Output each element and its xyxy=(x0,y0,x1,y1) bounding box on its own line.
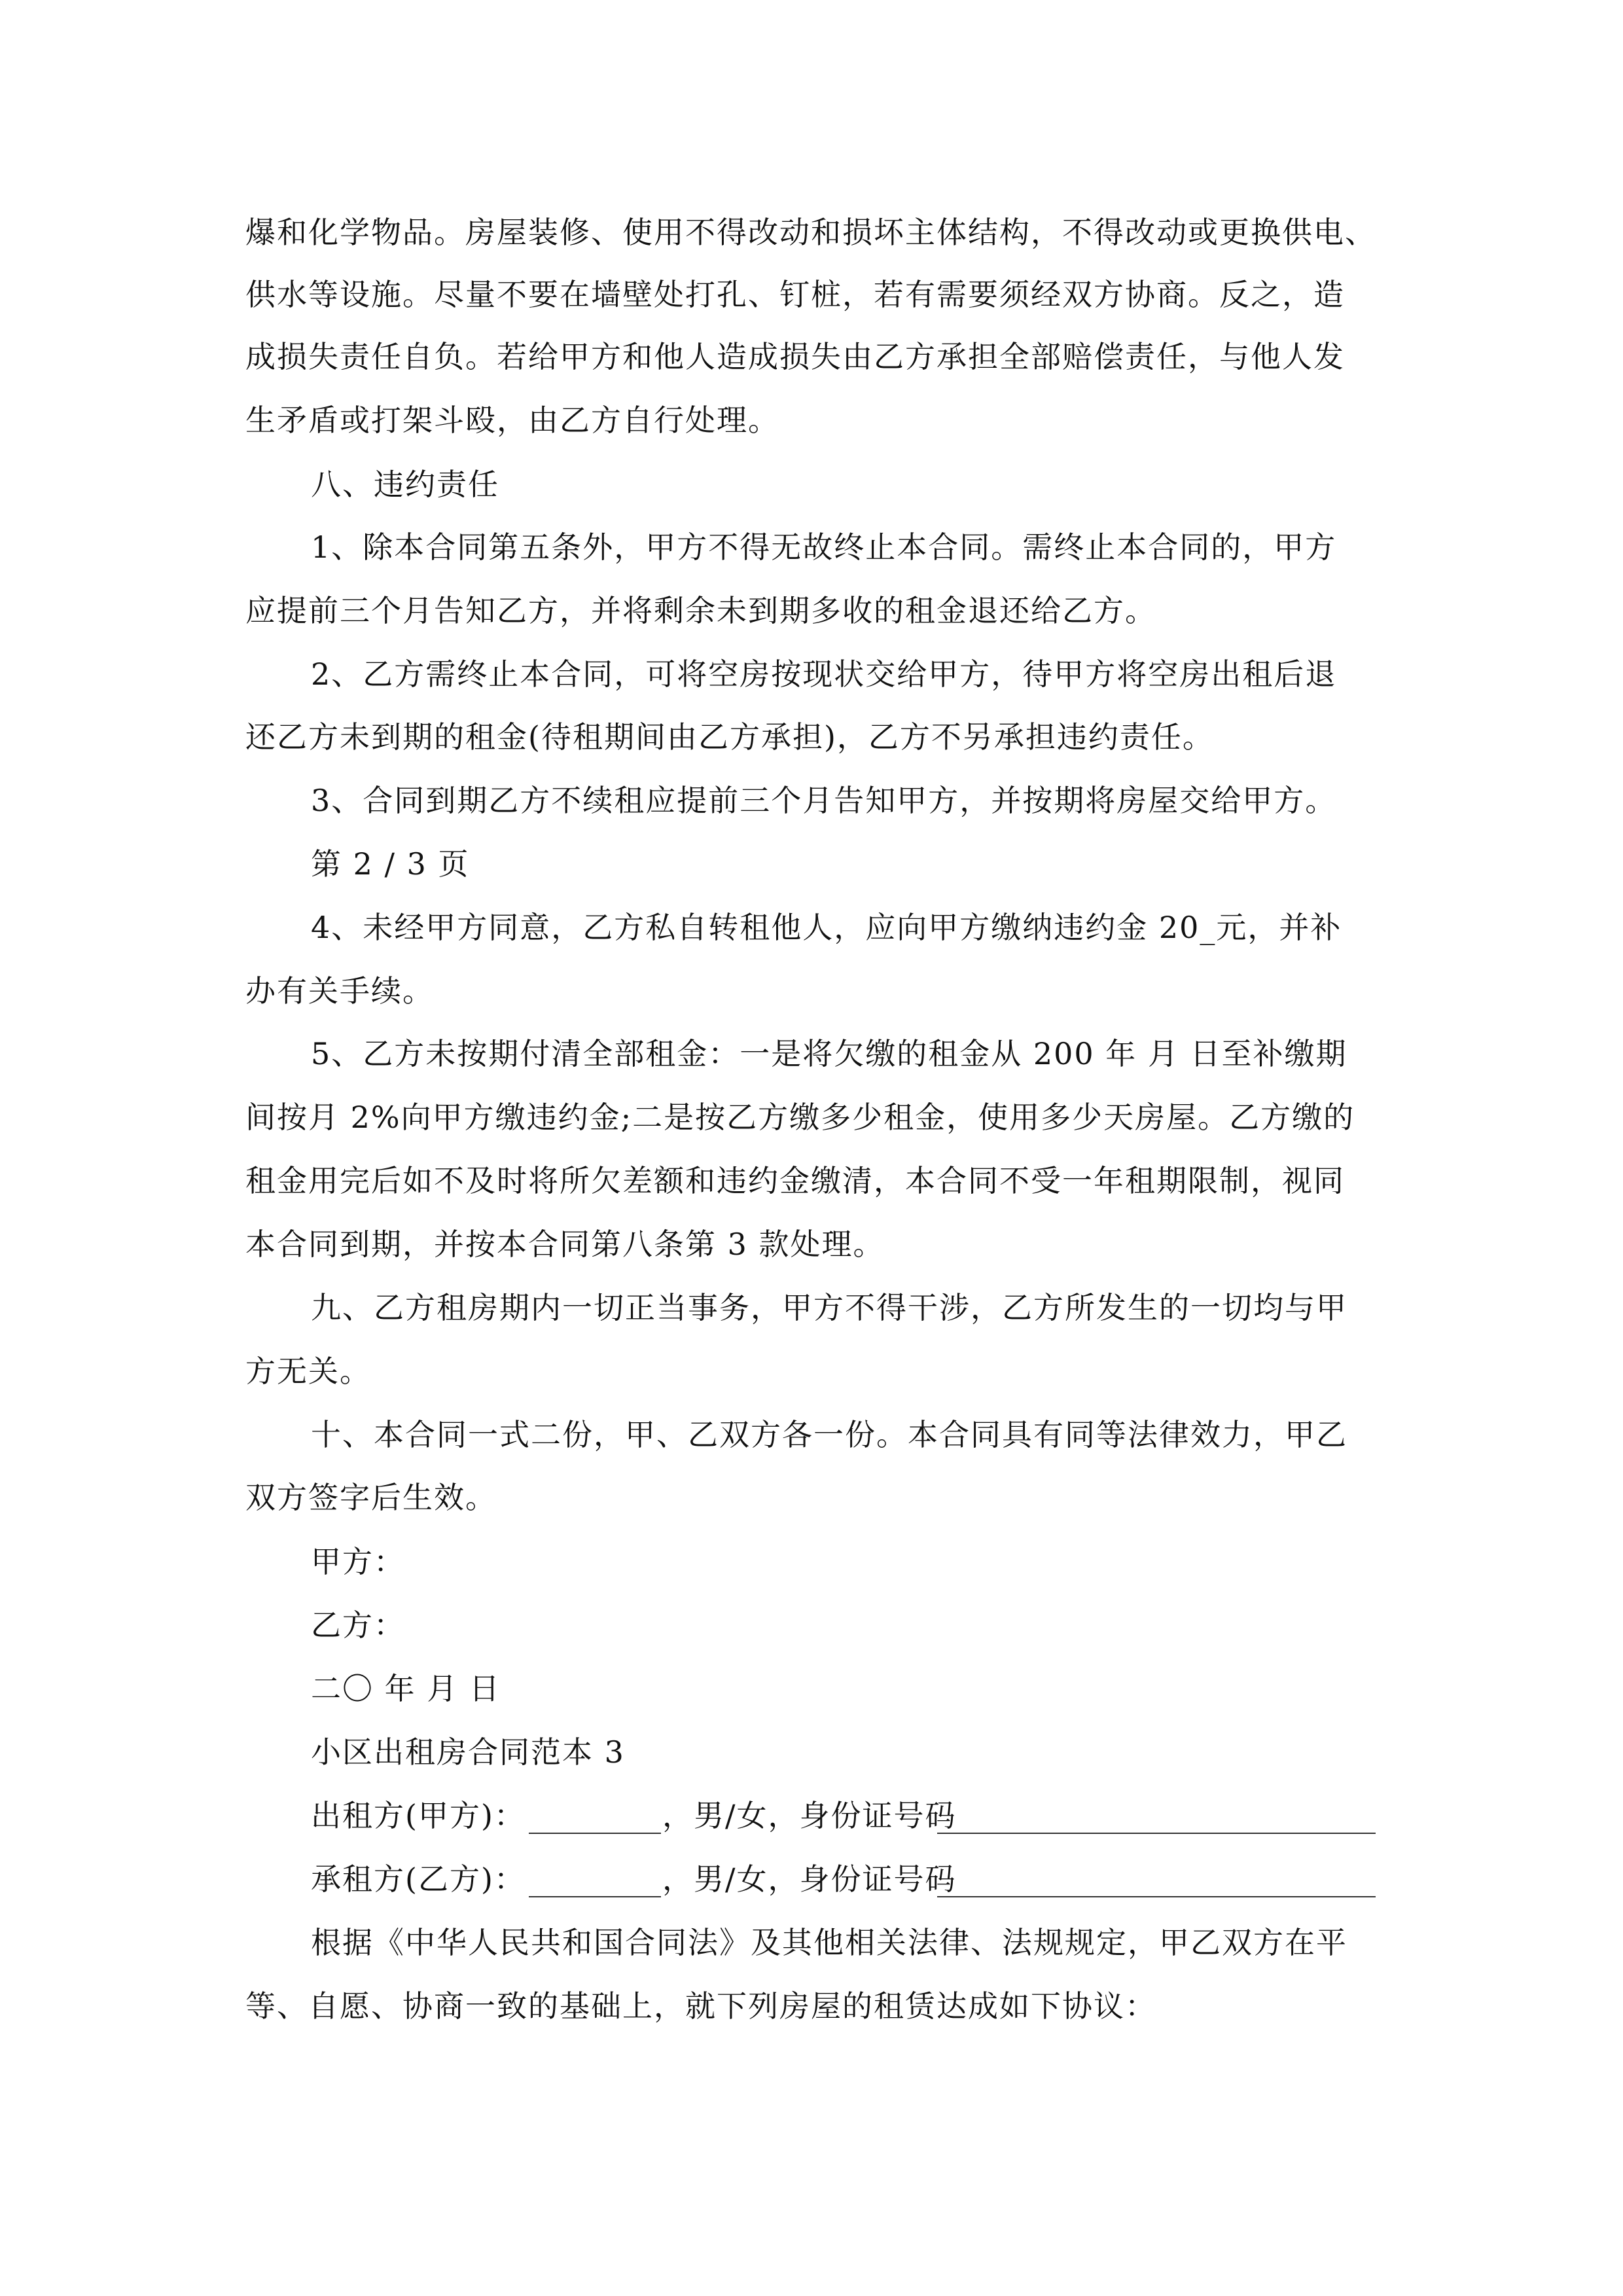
clause-9-line-2: 方无关。 xyxy=(245,1354,371,1389)
lessee-gender-id-label: ，男/女，身份证号码 xyxy=(662,1861,957,1897)
intro-line-2: 等、自愿、协商一致的基础上，就下列房屋的租赁达成如下协议： xyxy=(245,1988,1156,2024)
item-5-line-2: 间按月 2%向甲方缴违约金;二是按乙方缴多少租金，使用多少天房屋。乙方缴的 xyxy=(245,1100,1355,1135)
lessor-name-blank xyxy=(529,1833,661,1834)
item-4-line-2: 办有关手续。 xyxy=(245,973,434,1009)
item-5-line-3: 租金用完后如不及时将所欠差额和违约金缴清，本合同不受一年租期限制，视同 xyxy=(245,1163,1345,1198)
lessor-label: 出租方(甲方)： xyxy=(311,1798,526,1833)
item-3: 3、合同到期乙方不续租应提前三个月告知甲方，并按期将房屋交给甲方。 xyxy=(311,783,1337,818)
page-number: 第 2 / 3 页 xyxy=(311,846,470,882)
paragraph-damage-line-3: 成损失责任自负。若给甲方和他人造成损失由乙方承担全部赔偿责任，与他人发 xyxy=(245,339,1345,374)
item-4-line-1: 4、未经甲方同意，乙方私自转租他人，应向甲方缴纳违约金 20_元，并补 xyxy=(311,910,1342,945)
clause-10-line-1: 十、本合同一式二份，甲、乙双方各一份。本合同具有同等法律效力，甲乙 xyxy=(311,1417,1347,1452)
clause-9-line-1: 九、乙方租房期内一切正当事务，甲方不得干涉，乙方所发生的一切均与甲 xyxy=(311,1290,1347,1325)
lessee-label: 承租方(乙方)： xyxy=(311,1861,526,1897)
paragraph-damage-line-1: 爆和化学物品。房屋装修、使用不得改动和损坏主体结构，不得改动或更换供电、 xyxy=(245,215,1376,250)
item-5-line-4: 本合同到期，并按本合同第八条第 3 款处理。 xyxy=(245,1227,885,1262)
item-5-line-1: 5、乙方未按期付清全部租金：一是将欠缴的租金从 200 年 月 日至补缴期 xyxy=(311,1036,1347,1071)
lessee-name-blank xyxy=(529,1896,661,1897)
signature-party-a: 甲方： xyxy=(311,1544,405,1579)
item-1-line-2: 应提前三个月告知乙方，并将剩余未到期多收的租金退还给乙方。 xyxy=(245,593,1156,628)
item-2-line-1: 2、乙方需终止本合同，可将空房按现状交给甲方，待甲方将空房出租后退 xyxy=(311,656,1337,692)
signature-date: 二〇 年 月 日 xyxy=(311,1671,501,1706)
intro-line-1: 根据《中华人民共和国合同法》及其他相关法律、法规规定，甲乙双方在平 xyxy=(311,1925,1347,1960)
lessee-id-blank xyxy=(937,1896,1376,1897)
lessor-gender-id-label: ，男/女，身份证号码 xyxy=(662,1798,957,1833)
clause-10-line-2: 双方签字后生效。 xyxy=(245,1480,497,1515)
contract-3-title: 小区出租房合同范本 3 xyxy=(311,1734,625,1770)
item-2-line-2: 还乙方未到期的租金(待租期间由乙方承担)，乙方不另承担违约责任。 xyxy=(245,719,1214,755)
item-1-line-1: 1、除本合同第五条外，甲方不得无故终止本合同。需终止本合同的，甲方 xyxy=(311,529,1337,565)
paragraph-damage-line-2: 供水等设施。尽量不要在墙壁处打孔、钉桩，若有需要须经双方协商。反之，造 xyxy=(245,277,1345,312)
heading-liability: 八、违约责任 xyxy=(311,467,499,502)
lessor-id-blank xyxy=(937,1833,1376,1834)
signature-party-b: 乙方： xyxy=(311,1607,405,1643)
paragraph-damage-line-4: 生矛盾或打架斗殴，由乙方自行处理。 xyxy=(245,403,779,438)
